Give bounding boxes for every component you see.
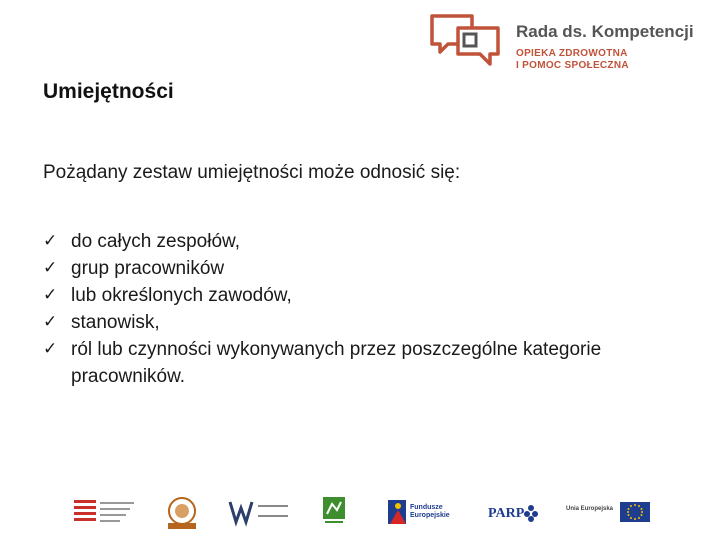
list-item-text: stanowisk, [71,312,160,333]
list-item [43,336,693,390]
intro-text: Pożądany zestaw umiejętności może odnosić się: [43,162,461,183]
parp-text: PARP [488,506,525,521]
page-title: Umiejętności [43,80,174,103]
fundusze-line1: Fundusze [410,504,443,511]
green-square-logo [322,496,348,530]
eu-flag-icon [620,502,650,522]
rada-kompetencji-logo [428,10,698,72]
footer-logos [0,494,720,534]
checkmark-icon: ✓ [43,339,58,359]
list-item [43,282,693,309]
round-emblem-logo [164,496,200,530]
fundusze-europejskie-logo [386,496,450,530]
list-item [43,255,693,282]
fundusze-line2: Europejskie [410,512,450,519]
checkmark-icon: ✓ [43,285,58,305]
bullet-list [43,228,693,390]
eu-text: Unia Europejska [566,506,614,512]
list-item-text: grup pracowników [71,258,225,279]
red-stripes-logo [74,496,140,530]
university-logo [228,496,298,530]
speech-bubbles-icon [428,10,504,68]
logo-subtitle-line1: OPIEKA ZDROWOTNA [516,48,628,59]
list-item [43,228,693,255]
logo-subtitle-line2: I POMOC SPOŁECZNA [516,60,629,71]
logo-title: Rada ds. Kompetencji [516,22,694,41]
list-item [43,309,693,336]
list-item-text: ról lub czynności wykonywanych przez poszczególne kategorie pracowników. [71,339,602,387]
list-item-text: lub określonych zawodów, [71,285,292,306]
list-item-text: do całych zespołów, [71,231,240,252]
checkmark-icon: ✓ [43,231,58,251]
checkmark-icon: ✓ [43,312,58,332]
checkmark-icon: ✓ [43,258,58,278]
